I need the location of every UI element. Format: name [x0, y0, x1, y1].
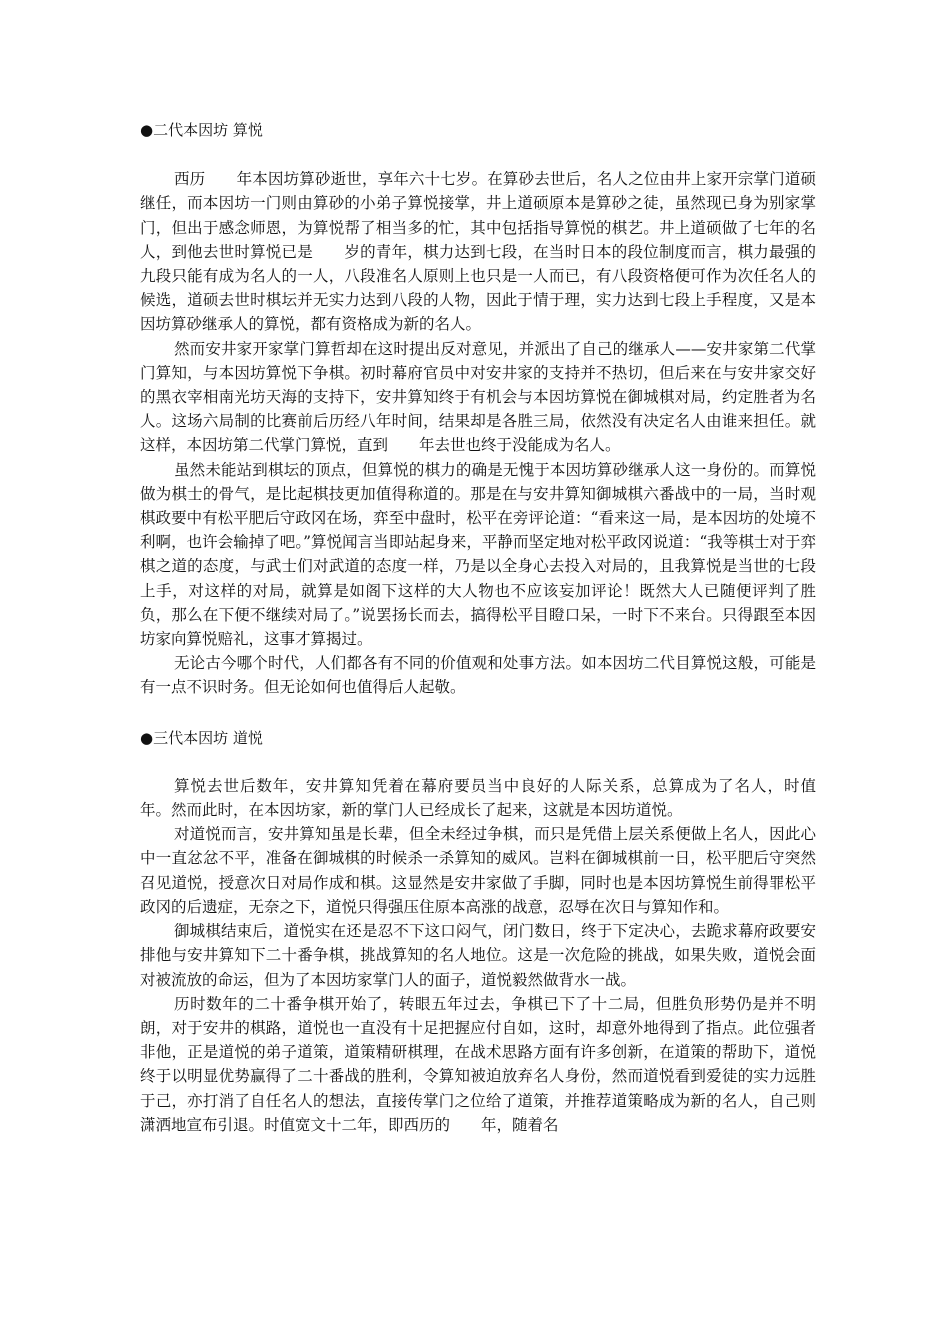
paragraph: 然而安井家开家掌门算哲却在这时提出反对意见，并派出了自己的继承人——安井家第二代掌门算知，与本因坊算悦下争棋。初时幕府官员中对安井家的支持并不热切，但后来在与安井家交好的黑衣宰相南光坊天海的支持下，安井算知终于有机会与本因坊算悦在御城棋对局，约定胜者为名人。这场六局制的比赛前后历经八年时间，结果却是各胜三局，依然没有决定名人由谁来担任。就这样，本因坊第二代掌门算悦，直到 年去世也终于没能成为名人。: [140, 339, 816, 455]
paragraph: 虽然未能站到棋坛的顶点，但算悦的棋力的确是无愧于本因坊算砂继承人这一身份的。而算悦做为棋士的骨气，是比起棋技更加值得称道的。那是在与安井算知御城棋六番战中的一局，当时观棋政要中有松平肥后守政冈在场，弈至中盘时，松平在旁评论道：“看来这一局，是本因坊的处境不利啊，也许会输掉了吧。”算悦闻言当即站起身来，平静而坚定地对松平政冈说道：“我等棋士对于弈棋之道的态度，与武士们对武道的态度一样，乃是以全身心去投入对局的，且我算悦是当世的七段上手，对这样的对局，就算是如阁下这样的大人物也不应该妄加评论！既然大人已随便评判了胜负，那么在下便不继续对局了。”说罢扬长而去，搞得松平目瞪口呆，一时下不来台。只得跟至本因坊家向算悦赔礼，这事才算揭过。: [140, 460, 816, 649]
paragraph: 历时数年的二十番争棋开始了，转眼五年过去，争棋已下了十二局，但胜负形势仍是并不明朗，对于安井的棋路，道悦也一直没有十足把握应付自如，这时，却意外地得到了指点。此位强者非他，正是道悦的弟子道策，道策精研棋理，在战术思路方面有许多创新，在道策的帮助下，道悦终于以明显优势赢得了二十番战的胜利，令算知被迫放弃名人身份，然而道悦看到爱徒的实力远胜于己，亦打消了自任名人的想法，直接传掌门之位给了道策，并推荐道策略成为新的名人，自己则潇洒地宣布引退。时值宽文十二年，即西历的 年，随着名: [140, 994, 816, 1134]
paragraph: 御城棋结束后，道悦实在还是忍不下这口闷气，闭门数日，终于下定决心，去跪求幕府政要安排他与安井算知下二十番争棋，挑战算知的名人地位。这是一次危险的挑战，如果失败，道悦会面对被流放的命运，但为了本因坊家掌门人的面子，道悦毅然做背水一战。: [140, 922, 816, 989]
paragraph: 对道悦而言，安井算知虽是长辈，但全未经过争棋，而只是凭借上层关系便做上名人，因此心中一直忿忿不平，准备在御城棋的时候杀一杀算知的威风。岂料在御城棋前一日，松平肥后守突然召见道悦，授意次日对局作成和棋。这显然是安井家做了手脚，同时也是本因坊算悦生前得罪松平政冈的后遗症，无奈之下，道悦只得强压住原本高涨的战意，忍辱在次日与算知作和。: [140, 825, 816, 916]
paragraph: 算悦去世后数年，安井算知凭着在幕府要员当中良好的人际关系，总算成为了名人，时值 年。然而此时，在本因坊家，新的掌门人已经成长了起来，这就是本因坊道悦。: [140, 776, 848, 820]
section-heading: ●二代本因坊 算悦: [140, 121, 263, 139]
paragraph: 西历 年本因坊算砂逝世，享年六十七岁。在算砂去世后，名人之位由井上家开宗掌门道硕继任，而本因坊一门则由算砂的小弟子算悦接掌，井上道硕原本是算砂之徒，虽然现已身为别家掌门，但出于感念师恩，为算悦帮了相当多的忙，其中包括指导算悦的棋艺。井上道硕做了七年的名人，到他去世时算悦已是 岁的青年，棋力达到七段，在当时日本的段位制度而言，棋力最强的九段只能有成为名人的一人，八段准名人原则上也只是一人而已，有八段资格便可作为次任名人的候选，道硕去世时棋坛并无实力达到八段的人物，因此于情于理，实力达到七段上手程度，又是本因坊算砂继承人的算悦，都有资格成为新的名人。: [140, 170, 816, 334]
section-heading: ●三代本因坊 道悦: [140, 728, 263, 747]
paragraph: 无论古今哪个时代，人们都各有不同的价值观和处事方法。如本因坊二代目算悦这般，可能是有一点不识时务。但无论如何也值得后人起敬。: [140, 654, 816, 697]
document-page: [140, 118, 848, 1137]
